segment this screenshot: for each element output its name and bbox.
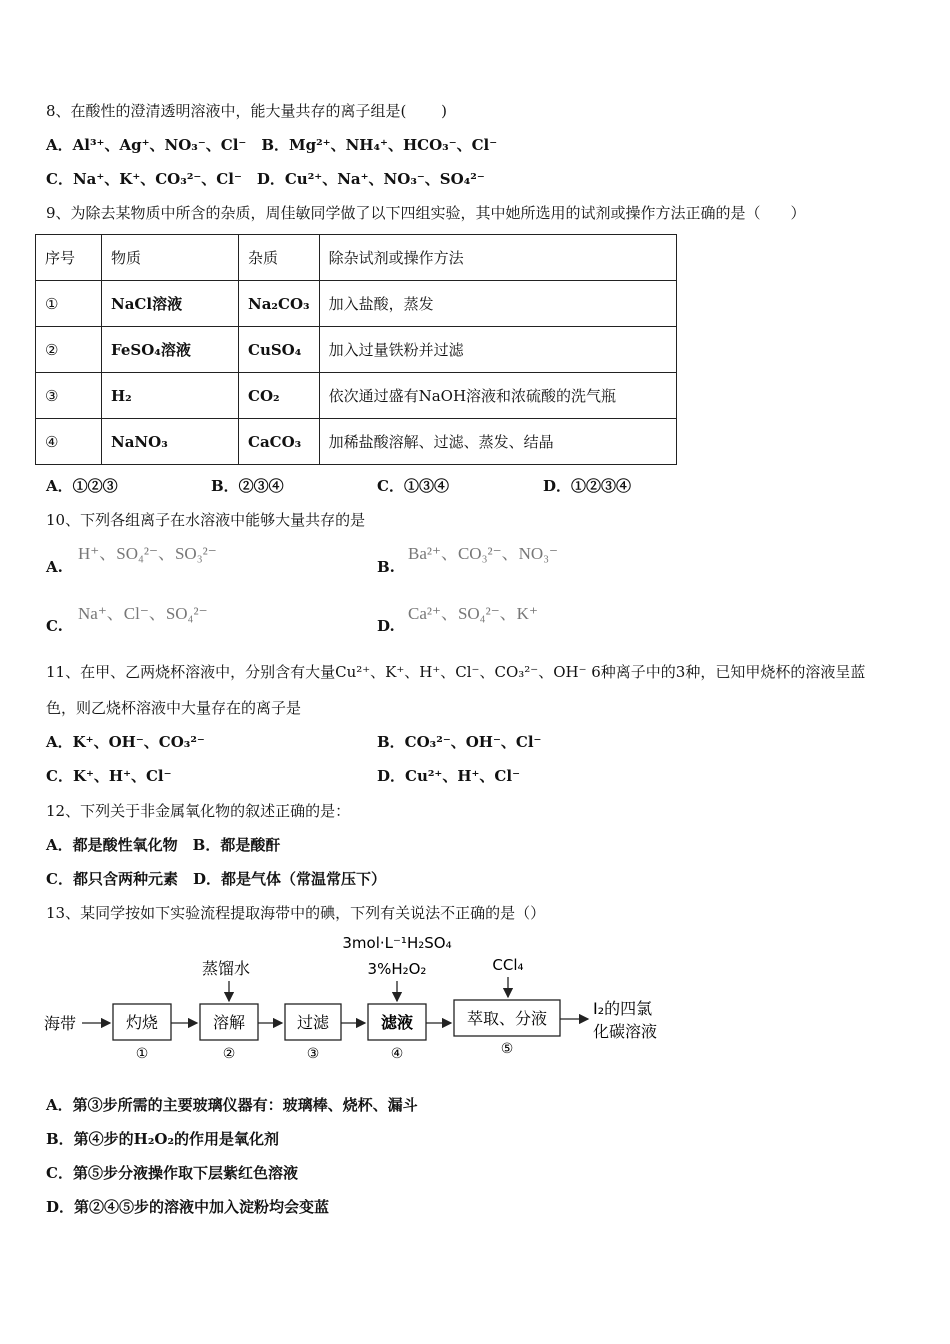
flow-num-2: ②	[222, 1046, 236, 1062]
q9-option-a: A．①②③	[46, 477, 118, 495]
flow-num-4: ④	[390, 1046, 404, 1062]
table-cell: CO₂	[239, 373, 320, 419]
q8-options-cd: C．Na⁺、K⁺、CO₃²⁻、Cl⁻ D．Cu²⁺、Na⁺、NO₃⁻、SO₄²⁻	[46, 170, 485, 188]
q11-option-d: D．Cu²⁺、H⁺、Cl⁻	[377, 767, 520, 785]
table-header-cell: 杂质	[239, 235, 320, 281]
q10-label-c: C.	[46, 617, 63, 635]
q9-option-c: C．①③④	[377, 477, 449, 495]
flow-step-3: 过滤	[296, 1013, 330, 1032]
table-cell: ②	[36, 327, 102, 373]
q13-option-b: B．第④步的H₂O₂的作用是氧化剂	[46, 1130, 280, 1148]
flow-end-line1: I₂的四氯	[593, 999, 653, 1018]
flow-num-1: ①	[135, 1046, 149, 1062]
q11-option-c: C．K⁺、H⁺、Cl⁻	[46, 767, 172, 785]
q10-stem: 10、下列各组离子在水溶液中能够大量共存的是	[46, 511, 366, 529]
table-cell: 依次通过盛有NaOH溶液和浓硫酸的洗气瓶	[319, 373, 676, 419]
flow-num-3: ③	[306, 1046, 320, 1062]
q11-option-b: B．CO₃²⁻、OH⁻、Cl⁻	[377, 733, 542, 751]
table-cell: Na₂CO₃	[239, 281, 320, 327]
table-header-cell: 序号	[36, 235, 102, 281]
q13-option-d: D．第②④⑤步的溶液中加入淀粉均会变蓝	[46, 1198, 330, 1216]
table-cell: ④	[36, 419, 102, 465]
flow-step-5: 萃取、分液	[466, 1009, 548, 1028]
table-cell: ③	[36, 373, 102, 419]
table-row	[36, 419, 677, 465]
table-cell: 加入盐酸，蒸发	[319, 281, 676, 327]
table-cell: FeSO₄溶液	[102, 327, 239, 373]
table-cell: 加入过量铁粉并过滤	[319, 327, 676, 373]
q13-option-a: A．第③步所需的主要玻璃仪器有：玻璃棒、烧杯、漏斗	[46, 1096, 418, 1114]
q9-stem: 9、为除去某物质中所含的杂质，周佳敏同学做了以下四组实验，其中她所选用的试剂或操作方法正确的是（ ）	[46, 204, 806, 222]
q13-option-c: C．第⑤步分液操作取下层紫红色溶液	[46, 1164, 298, 1182]
q10-option-a: H⁺、SO₄²⁻、SO₃²⁻	[78, 544, 217, 563]
flow-reagent-4-line1: 3mol·L⁻¹H₂SO₄	[342, 934, 452, 952]
table-cell: NaCl溶液	[102, 281, 239, 327]
table-row	[36, 373, 677, 419]
q11-stem-line1: 11、在甲、乙两烧杯溶液中，分别含有大量Cu²⁺、K⁺、H⁺、Cl⁻、CO₃²⁻、OH⁻ 6种离子中的3种，已知甲烧杯的溶液呈蓝	[46, 663, 866, 681]
q11-option-a: A．K⁺、OH⁻、CO₃²⁻	[46, 733, 205, 751]
q13-stem: 13、某同学按如下实验流程提取海带中的碘，下列有关说法不正确的是（）	[46, 904, 546, 922]
q12-options-cd: C．都只含两种元素 D．都是气体（常温常压下）	[46, 870, 386, 888]
flow-step-4: 滤液	[380, 1013, 414, 1032]
q13-flow-diagram	[40, 925, 680, 1065]
flow-num-5: ⑤	[500, 1041, 514, 1057]
q8-stem: 8、在酸性的澄清透明溶液中，能大量共存的离子组是( )	[46, 102, 448, 120]
q10-label-b: B.	[377, 558, 395, 576]
q8-options-ab: A．Al³⁺、Ag⁺、NO₃⁻、Cl⁻ B．Mg²⁺、NH₄⁺、HCO₃⁻、Cl⁻	[46, 136, 498, 154]
flow-step-2: 溶解	[212, 1013, 246, 1032]
q10-option-b: Ba²⁺、CO₃²⁻、NO₃⁻	[408, 544, 559, 563]
flow-end-line2: 化碳溶液	[593, 1022, 658, 1041]
flow-start-label: 海带	[44, 1014, 77, 1033]
q9-option-b: B．②③④	[211, 477, 284, 495]
flow-reagent-5: CCl₄	[492, 956, 524, 974]
table-header-row	[36, 235, 677, 281]
table-cell: CuSO₄	[239, 327, 320, 373]
q10-label-d: D.	[377, 617, 395, 635]
table-cell: ①	[36, 281, 102, 327]
q12-options-ab: A．都是酸性氧化物 B．都是酸酐	[46, 836, 281, 854]
q10-label-a: A.	[46, 558, 63, 576]
table-cell: H₂	[102, 373, 239, 419]
flow-reagent-2: 蒸馏水	[201, 959, 251, 978]
q10-option-d: Ca²⁺、SO₄²⁻、K⁺	[408, 604, 538, 623]
table-row	[36, 327, 677, 373]
q9-table	[35, 234, 677, 465]
table-cell: 加稀盐酸溶解、过滤、蒸发、结晶	[319, 419, 676, 465]
table-cell: NaNO₃	[102, 419, 239, 465]
flow-reagent-4-line2: 3%H₂O₂	[367, 960, 427, 978]
q12-stem: 12、下列关于非金属氧化物的叙述正确的是：	[46, 802, 351, 820]
q10-option-c: Na⁺、Cl⁻、SO₄²⁻	[78, 604, 208, 623]
q9-option-d: D．①②③④	[543, 477, 632, 495]
flow-step-1: 灼烧	[125, 1013, 159, 1032]
table-cell: CaCO₃	[239, 419, 320, 465]
q11-stem-line2: 色，则乙烧杯溶液中大量存在的离子是	[46, 699, 302, 717]
table-row	[36, 281, 677, 327]
table-header-cell: 物质	[102, 235, 239, 281]
table-header-cell: 除杂试剂或操作方法	[319, 235, 676, 281]
